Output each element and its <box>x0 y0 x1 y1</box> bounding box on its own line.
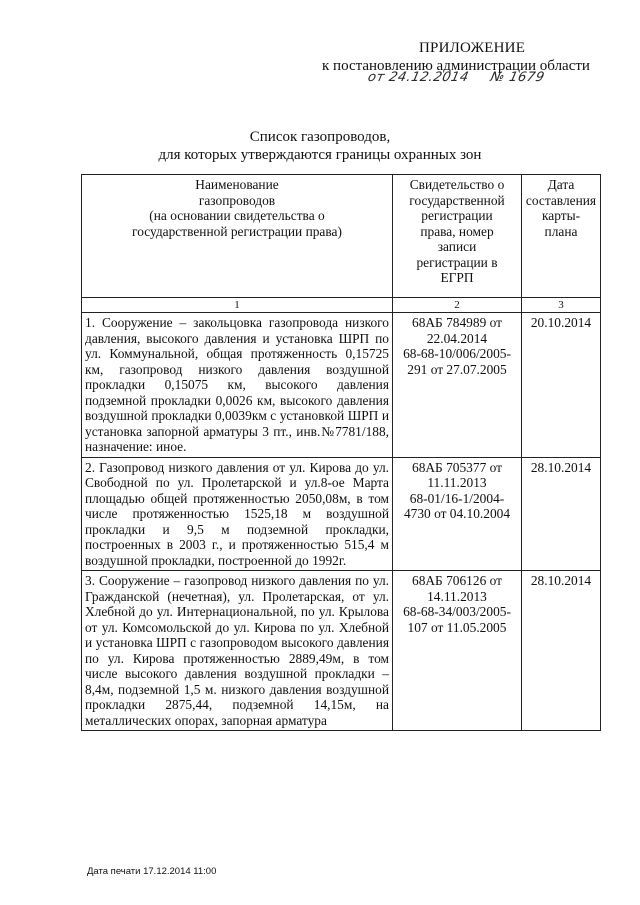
row-registration <box>393 313 522 458</box>
header-registration-line: записи <box>437 239 477 254</box>
pipelines-table <box>81 174 601 731</box>
registration-line: 68-68-10/006/2005- <box>403 346 511 361</box>
table-row <box>82 571 601 731</box>
header-name <box>82 175 393 298</box>
column-number-row <box>82 298 601 313</box>
header-date-line: карты- <box>541 208 581 223</box>
appendix-subtitle: к постановлению администрации области <box>322 58 590 74</box>
registration-line: 107 от 11.05.2005 <box>407 619 507 635</box>
row-registration <box>393 457 522 571</box>
column-number: 2 <box>393 298 522 313</box>
header-date-line: составления <box>525 192 597 208</box>
header-name-line: государственной регистрации права) <box>132 223 342 239</box>
appendix-title: ПРИЛОЖЕНИЕ <box>419 40 526 56</box>
header-name-line: Наименование <box>195 177 279 192</box>
header-name-line: (на основании свидетельства о <box>149 208 325 223</box>
list-title-line-2: для которых утверждаются границы охранных зон <box>158 147 482 163</box>
registration-line: 68АБ 705377 от <box>412 459 502 475</box>
registration-line: 68АБ 784989 от <box>412 315 502 330</box>
table-row <box>82 313 601 458</box>
header-registration-line: регистрации <box>421 208 493 223</box>
header-registration-line: государственной <box>409 192 505 208</box>
registration-line: 291 от 27.07.2005 <box>407 361 507 377</box>
row-date: 20.10.2014 <box>522 313 601 458</box>
handwritten-number: № 1679 <box>488 70 546 85</box>
registration-line: 22.04.2014 <box>426 330 488 346</box>
header-date <box>522 175 601 298</box>
table-row <box>82 457 601 571</box>
handwritten-date: от 24.12.2014 <box>366 70 471 85</box>
handwritten-decree-ref <box>366 70 546 85</box>
header-registration-line: права, номер <box>420 223 494 239</box>
registration-line: 68АБ 706126 от <box>412 573 502 588</box>
registration-line: 4730 от 04.10.2004 <box>403 506 511 521</box>
row-date: 28.10.2014 <box>522 571 601 731</box>
registration-line: 11.11.2013 <box>427 475 487 490</box>
header-date-line: плана <box>544 223 578 239</box>
print-date-footer: Дата печати 17.12.2014 11:00 <box>87 866 217 877</box>
header-registration-line: ЕГРП <box>440 270 474 285</box>
registration-line: 14.11.2013 <box>427 588 487 604</box>
header-registration-line: Свидетельство о <box>409 177 505 192</box>
table-header-row <box>82 175 601 298</box>
row-description: 1. Сооружение – закольцовка газопровода низкого давления, высокого давления и установка ШРП по ул. Коммунальной, общая протяженность 0,15725 км, газопровод низкого давления воздушной прокладки 0,15075 км, высокого давления подземной прокладки 0,0026 км, высокого давления воздушной прокладки 0,0039км с установкой ШРП и установка запорной арматуры 3 пт., инв.№7781/188, назначение: иное. <box>82 313 393 458</box>
list-title-line-1: Список газопроводов, <box>249 129 391 145</box>
row-description: 2. Газопровод низкого давления от ул. Кирова до ул. Свободной по ул. Пролетарской и ул.8-ое Марта площадью общей протяженностью 2050,08м, в том числе протяженностью 1525,18 м воздушной прокладки и 9,5 м подземной прокладки, построенных в 2003 г., и протяженностью 515,4 м воздушной прокладки, построенной до 1992г. <box>82 457 393 571</box>
header-registration-line: регистрации в <box>416 254 498 270</box>
row-description: 3. Сооружение – газопровод низкого давления по ул. Гражданской (нечетная), ул. Пролетарская, от ул. Хлебной до ул. Интернациональной, по ул. Крылова от ул. Комсомольской до ул. Кирова по ул. Хлебной и установка ШРП с газопроводом высокого давления по ул. Кирова протяженностью 2889,49м, в том числе высокого давления воздушной прокладки – 8,4м, подземной 1,5 м. низкого давления воздушной прокладки 2875,44, подземной 14,15м, на металлических опорах, запорная арматура <box>82 571 393 731</box>
registration-line: 68-68-34/003/2005- <box>403 604 511 619</box>
list-title <box>0 128 640 164</box>
column-number: 1 <box>82 298 393 313</box>
row-date: 28.10.2014 <box>522 457 601 571</box>
registration-line: 68-01/16-1/2004- <box>409 490 505 506</box>
row-registration <box>393 571 522 731</box>
header-registration <box>393 175 522 298</box>
header-date-line: Дата <box>547 177 575 192</box>
header-name-line: газопроводов <box>198 192 276 208</box>
column-number: 3 <box>522 298 601 313</box>
